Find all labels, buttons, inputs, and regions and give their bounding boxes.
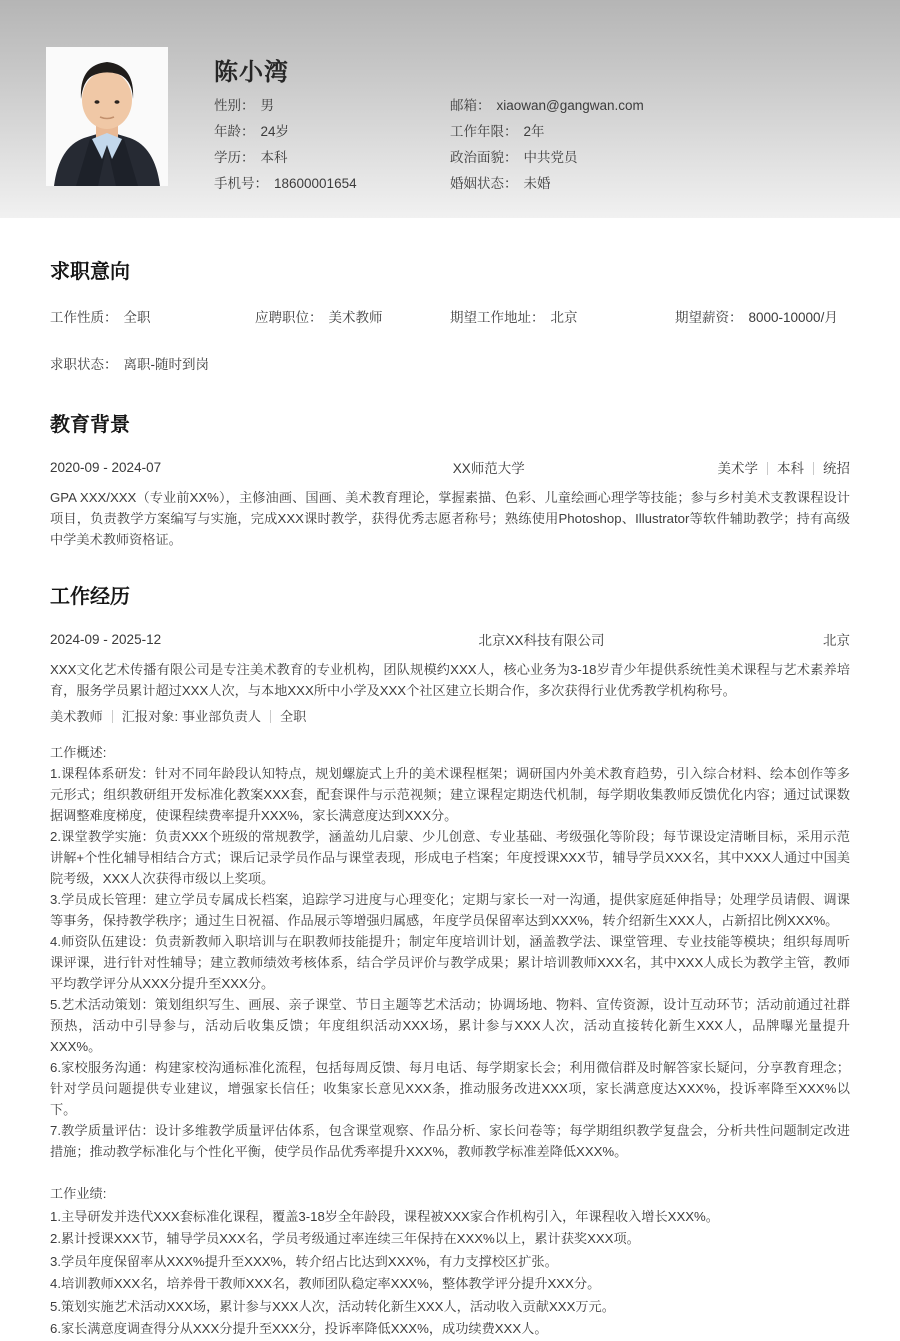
personal-info-grid — [214, 93, 854, 197]
info-work-years: 工作年限： 2年 — [450, 124, 545, 139]
work-period: 2024-09 - 2025-12 — [50, 631, 162, 647]
field-expected-location: 期望工作地址： 北京 — [450, 310, 578, 325]
work-overview-item: 5.艺术活动策划：策划组织写生、画展、亲子课堂、节日主题等艺术活动；协调场地、物料、宣传资源，设计互动环节；活动前通过社群预热，活动中引导参与，活动后收集反馈；年度组织活动XXX场，累计参与XXX人次，活动直接转化新生XXX人，品牌曝光量提升XXX%。 — [50, 997, 850, 1054]
work-position: 美术教师 — [50, 709, 103, 724]
info-education: 学历： 本科 — [214, 150, 288, 165]
resume-header — [0, 0, 900, 218]
work-overview-item: 1.课程体系研发：针对不同年龄段认知特点，规划螺旋式上升的美术课程框架；调研国内外美术教育趋势，引入综合材料、绘本创作等多元形式；组织教研组开发标准化教案XXX套，配套课件与示范视频；建立课程定期迭代机制，每学期收集教师反馈优化内容；通过试课数据调整难度梯度，使课程续费率提升XXX%，家长满意度达到XXX分。 — [50, 766, 850, 823]
work-overview-item: 2.课堂教学实施：负责XXX个班级的常规教学，涵盖幼儿启蒙、少儿创意、专业基础、考级强化等阶段；每节课设定清晰目标，采用示范讲解+个性化辅导相结合方式；课后记录学员作品与课堂表现，形成电子档案；年度授课XXX节，辅导学员XXX名，其中XXX人通过中国美院考级，XXX人次获得市级以上奖项。 — [50, 829, 850, 886]
work-achievements-label: 工作业绩: — [50, 1186, 107, 1201]
work-achievement-item: 6.家长满意度调查得分从XXX分提升至XXX分，投诉率降低XXX%，成功续费XXX人。 — [50, 1321, 548, 1336]
section-title-education: 教育背景 — [50, 414, 130, 436]
resume-body — [0, 255, 900, 1341]
work-overview-block — [50, 742, 850, 1162]
work-achievement-item: 4.培训教师XXX名，培养骨干教师XXX名，教师团队稳定率XXX%，整体教学评分提升XXX分。 — [50, 1276, 601, 1291]
position-meta-row — [50, 706, 850, 727]
work-entry-row — [50, 629, 850, 649]
field-job-status: 求职状态： 离职-随时到岗 — [50, 357, 209, 372]
work-company: 北京XX科技有限公司 — [478, 633, 605, 648]
field-expected-salary: 期望薪资： 8000-10000/月 — [675, 310, 838, 325]
info-gender: 性别： 男 — [214, 98, 274, 113]
job-intention-row-1 — [50, 305, 850, 331]
job-intention-row-2 — [50, 352, 850, 378]
info-phone: 手机号： 18600001654 — [214, 176, 357, 191]
education-type: 统招 — [823, 461, 850, 476]
section-title-job-intention: 求职意向 — [50, 261, 130, 283]
info-marital-status: 婚姻状态： 未婚 — [450, 176, 551, 191]
profile-photo — [46, 47, 168, 186]
work-achievement-item: 3.学员年度保留率从XXX%提升至XXX%，转介绍占比达到XXX%，有力支撑校区扩张。 — [50, 1253, 558, 1269]
field-target-position: 应聘职位： 美术教师 — [255, 310, 383, 325]
divider — [767, 462, 768, 475]
education-major: 美术学 — [717, 461, 758, 476]
work-achievement-item: 2.累计授课XXX节，辅导学员XXX名，学员考级通过率连续三年保持在XXX%以上，累计获奖XXX项。 — [50, 1231, 640, 1246]
education-tags — [718, 457, 851, 477]
portrait-illustration — [46, 47, 168, 186]
company-introduction: XXX文化艺术传播有限公司是专注美术教育的专业机构，团队规模约XXX人，核心业务为3-18岁青少年提供系统性美术课程与艺术素养培育，服务学员累计超过XXX人次，与本地XXX所中小学及XXX个社区建立长期合作，多次获得行业优秀教学机构称号。 — [50, 662, 850, 698]
work-achievement-item: 5.策划实施艺术活动XXX场，累计参与XXX人次，活动转化新生XXX人，活动收入贡献XXX万元。 — [50, 1298, 615, 1314]
work-achievement-item: 1.主导研发并迭代XXX套标准化课程，覆盖3-18岁全年龄段，课程被XXX家合作机构引入，年课程收入增长XXX%。 — [50, 1208, 719, 1224]
section-title-work-experience: 工作经历 — [50, 586, 130, 608]
info-email: 邮箱： xiaowan@gangwan.com — [450, 98, 644, 113]
info-political-status: 政治面貌： 中共党员 — [450, 150, 578, 165]
education-degree: 本科 — [777, 461, 804, 476]
divider — [270, 710, 271, 723]
work-job-type: 全职 — [279, 709, 307, 724]
work-location: 北京 — [823, 633, 850, 648]
education-school: XX师范大学 — [452, 461, 525, 476]
education-period: 2020-09 - 2024-07 — [50, 459, 162, 475]
field-work-nature: 工作性质： 全职 — [50, 310, 151, 325]
divider — [813, 462, 814, 475]
education-entry-row — [50, 457, 850, 477]
work-report-to: 汇报对象: 事业部负责人 — [121, 709, 261, 724]
work-achievements-block — [50, 1183, 850, 1341]
work-overview-item: 7.教学质量评估：设计多维教学质量评估体系，包含课堂观察、作品分析、家长问卷等；每学期组织教学复盘会，分析共性问题制定改进措施；推动教学标准化与个性化平衡，使学员作品优秀率提升XXX%，教师教学标准差降低XXX%。 — [50, 1123, 850, 1159]
education-description: GPA XXX/XXX（专业前XX%），主修油画、国画、美术教育理论，掌握素描、色彩、儿童绘画心理学等技能；参与乡村美术支教课程设计项目，负责教学方案编写与实施，完成XXX课时教学，获得优秀志愿者称号；熟练使用Photoshop、Illustrator等软件辅助教学；持有高级中学美术教师资格证。 — [50, 490, 850, 547]
work-overview-item: 6.家校服务沟通：构建家校沟通标准化流程，包括每周反馈、每月电话、每学期家长会；利用微信群及时解答家长疑问，分享教育理念；针对学员问题提供专业建议，增强家长信任；收集家长意见XXX条，推动服务改进XXX项，家长满意度达XXX%，投诉率降至XXX%以下。 — [50, 1060, 850, 1117]
work-overview-item: 3.学员成长管理：建立学员专属成长档案，追踪学习进度与心理变化；定期与家长一对一沟通，提供家庭延伸指导；处理学员请假、调课等事务，保持教学秩序；通过生日祝福、作品展示等增强归属感，年度学员保留率达到XXX%，转介绍新生XXX人，占新招比例XXX%。 — [50, 892, 850, 928]
work-overview-item: 4.师资队伍建设：负责新教师入职培训与在职教师技能提升；制定年度培训计划，涵盖教学法、课堂管理、专业技能等模块；组织每周听课评课，进行针对性辅导；建立教师绩效考核体系，结合学员评价与教学成果；累计培训教师XXX名，其中XXX人成长为教学主管，教师平均教学评分从XXX分提升至XXX分。 — [50, 934, 850, 991]
candidate-name: 陈小湾 — [214, 59, 289, 86]
info-age: 年龄： 24岁 — [214, 124, 290, 139]
work-overview-label: 工作概述: — [50, 745, 107, 760]
divider — [112, 710, 113, 723]
